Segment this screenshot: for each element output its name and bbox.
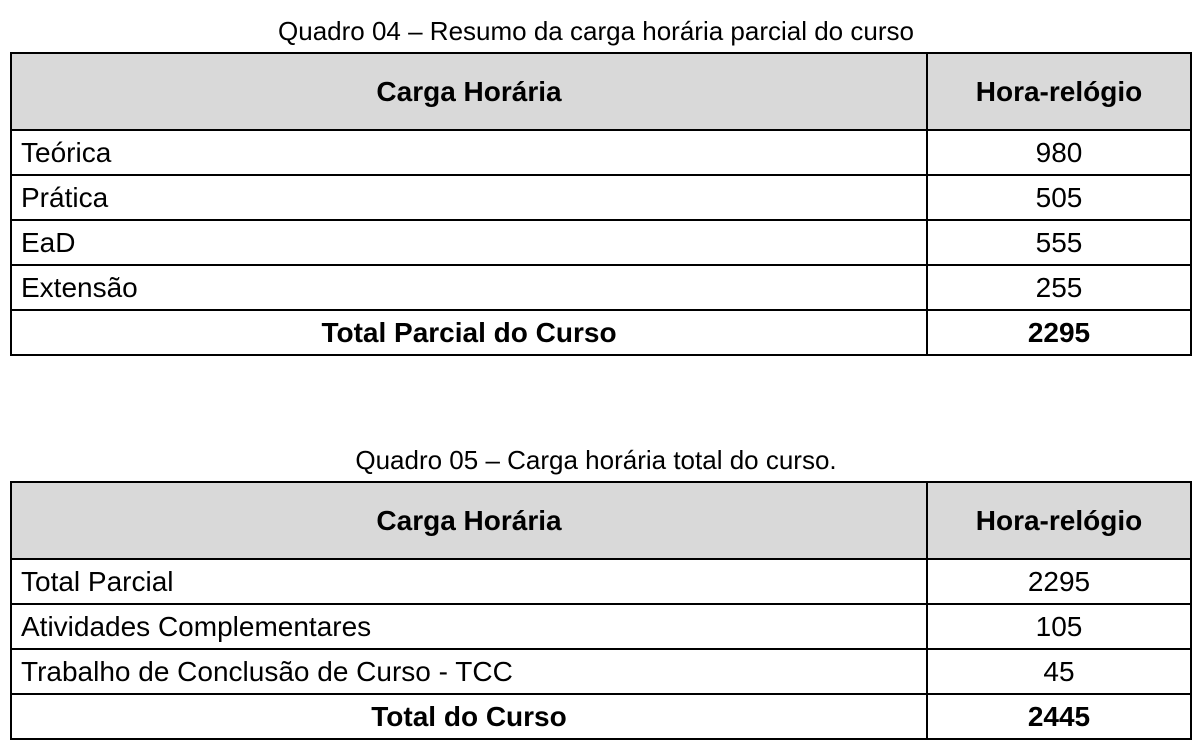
- workload-partial-table: [10, 52, 1192, 356]
- row-label: EaD: [11, 220, 927, 265]
- row-value: 980: [927, 130, 1191, 175]
- total-value: 2295: [927, 310, 1191, 355]
- row-value: 255: [927, 265, 1191, 310]
- table-header-row: [11, 53, 1191, 130]
- table-row: [11, 175, 1191, 220]
- row-value: 505: [927, 175, 1191, 220]
- row-value: 2295: [927, 559, 1191, 604]
- table-total-row: [11, 310, 1191, 355]
- row-label: Total Parcial: [11, 559, 927, 604]
- table-row: [11, 220, 1191, 265]
- row-value: 105: [927, 604, 1191, 649]
- table-row: [11, 265, 1191, 310]
- table-row: [11, 604, 1191, 649]
- table-total-row: [11, 694, 1191, 739]
- column-header-carga-horaria: Carga Horária: [11, 482, 927, 559]
- quadro-05: [10, 443, 1190, 740]
- workload-total-table: [10, 481, 1192, 740]
- table-row: [11, 559, 1191, 604]
- row-label: Trabalho de Conclusão de Curso - TCC: [11, 649, 927, 694]
- row-label: Prática: [11, 175, 927, 220]
- total-label: Total do Curso: [11, 694, 927, 739]
- total-value: 2445: [927, 694, 1191, 739]
- quadro-04: [10, 14, 1190, 356]
- row-value: 555: [927, 220, 1191, 265]
- row-label: Atividades Complementares: [11, 604, 927, 649]
- column-header-hora-relogio: Hora-relógio: [927, 482, 1191, 559]
- table-caption: Quadro 04 – Resumo da carga horária parcial do curso: [278, 16, 914, 46]
- table-header-row: [11, 482, 1191, 559]
- column-header-hora-relogio: Hora-relógio: [927, 53, 1191, 130]
- column-header-carga-horaria: Carga Horária: [11, 53, 927, 130]
- table-row: [11, 130, 1191, 175]
- total-label: Total Parcial do Curso: [11, 310, 927, 355]
- row-label: Teórica: [11, 130, 927, 175]
- row-value: 45: [927, 649, 1191, 694]
- row-label: Extensão: [11, 265, 927, 310]
- table-row: [11, 649, 1191, 694]
- table-caption: Quadro 05 – Carga horária total do curso.: [355, 445, 837, 475]
